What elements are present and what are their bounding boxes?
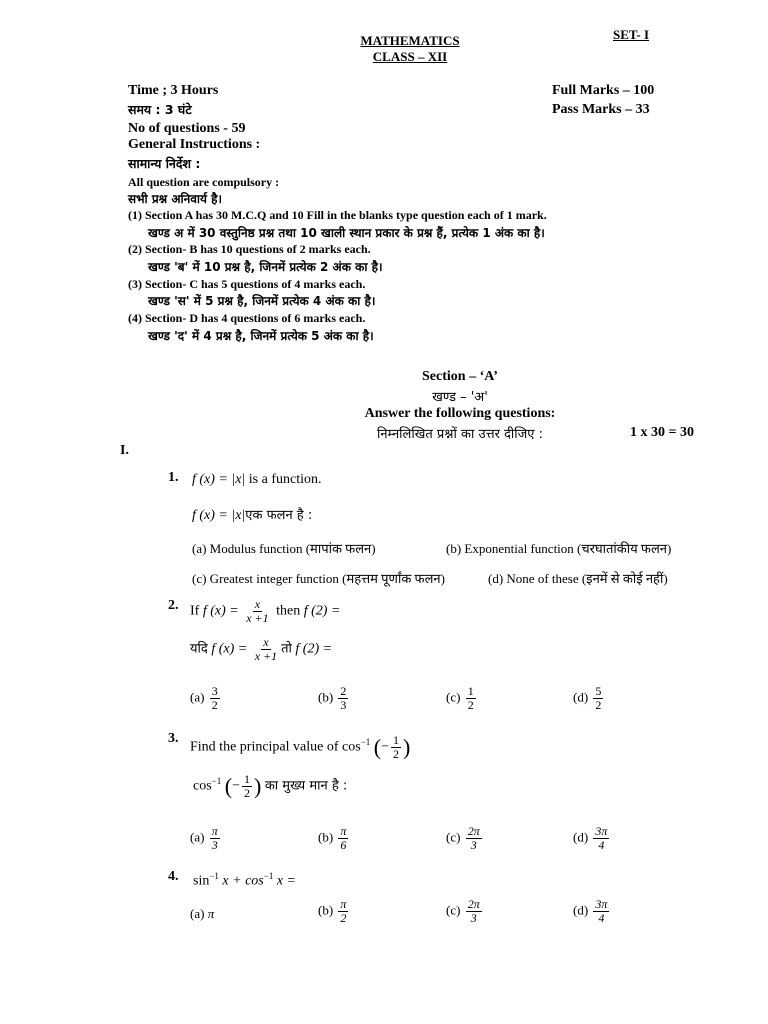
q3-option-c-den: 3	[470, 838, 477, 852]
q3-text-hi: का मुख्य मान है :	[264, 778, 348, 794]
q4-sin: sin	[193, 873, 210, 889]
q3-option-d-value	[593, 825, 609, 852]
q1-text-hi: एक फलन है :	[245, 508, 313, 523]
q4-option-c-den: 3	[470, 911, 477, 925]
q3-inverse-hi: −1	[211, 776, 222, 787]
section-prompt-hi: निम्नलिखित प्रश्नों का उत्तर दीजिए :	[376, 427, 543, 442]
section-title: Section – ‘A’	[422, 369, 498, 384]
q4-option-d-value	[593, 898, 609, 925]
q2-option-b-num: 2	[340, 684, 347, 698]
q3-option-a-value	[210, 825, 220, 852]
q3-option-a-den: 3	[211, 838, 218, 852]
q3-cos: cos	[342, 739, 361, 755]
q3-stem-hi: $\cos^{-1}$ (− $\frac{1}{2}$ ) का मुख्य मान है :	[193, 772, 348, 800]
q4-stem	[193, 871, 296, 890]
q3-fraction-hi-num: 1	[243, 772, 250, 786]
q3-negative-hi: −	[232, 778, 240, 794]
q2-f2-hi: f (2) =	[295, 641, 333, 657]
q2-option-d-label: (d)	[573, 689, 589, 705]
q4-option-c-label: (c)	[446, 902, 461, 918]
q2-option-b-den: 3	[340, 698, 347, 712]
class-title: CLASS – XII	[372, 49, 448, 64]
q4-option-d-num: 3π	[595, 897, 608, 911]
q1-expression-hi: f (x) = |x|	[192, 508, 246, 523]
q2-option-d-value	[593, 685, 603, 712]
q2-option-a-value	[210, 685, 220, 712]
q3-option-b-label: (b)	[318, 829, 334, 845]
set-label: SET- I	[613, 27, 650, 42]
q3-option-c-label: (c)	[446, 829, 461, 845]
q2-fx: f (x) =	[202, 603, 239, 619]
instruction-4-hi: खण्ड 'द' में 4 प्रश्न है, जिनमें प्रत्येक 5 अंक का है।	[148, 329, 374, 343]
time-label-hi: समय : 3 घंटे	[128, 102, 192, 117]
q3-option-c-num: 2π	[467, 824, 480, 838]
q4-option-d-den: 4	[598, 911, 605, 925]
q2-fraction-hi	[253, 636, 279, 663]
q2-option-c[interactable]	[446, 685, 478, 712]
q4-option-c-num: 2π	[467, 897, 480, 911]
q3-option-c-value	[466, 825, 482, 852]
q2-fraction	[244, 598, 270, 625]
q2-option-c-den: 2	[467, 698, 474, 712]
q2-fraction-hi-den: x +1	[254, 649, 278, 663]
q4-option-a-label: (a)	[190, 906, 205, 921]
compulsory-note: All question are compulsory :	[128, 175, 280, 189]
q3-option-a-num: π	[211, 824, 218, 838]
q3-cos-hi: cos	[193, 778, 212, 794]
q2-option-d-den: 2	[595, 698, 602, 712]
q3-option-b[interactable]	[318, 825, 350, 852]
full-marks: Full Marks – 100	[552, 83, 655, 98]
q2-option-a-num: 3	[211, 684, 218, 698]
q1-number: 1.	[168, 470, 179, 485]
q4-option-a[interactable]	[190, 906, 214, 922]
q4-option-b-num: π	[340, 897, 347, 911]
q3-option-a[interactable]	[190, 825, 222, 852]
instruction-2-hi: खण्ड 'ब' में 10 प्रश्न है, जिनमें प्रत्येक 2 अंक का है।	[148, 260, 383, 274]
q4-equals: x =	[276, 873, 296, 889]
q4-option-a-value: π	[207, 906, 215, 921]
q2-f2: f (2) =	[303, 603, 341, 619]
q3-fraction	[391, 734, 401, 761]
q2-option-c-value	[466, 685, 476, 712]
q3-negative: −	[381, 739, 390, 755]
q2-option-a-den: 2	[211, 698, 218, 712]
q3-fraction-den: 2	[393, 747, 400, 761]
q1-stem	[192, 472, 322, 488]
q4-option-d[interactable]	[573, 898, 611, 925]
q2-stem-hi	[190, 636, 332, 663]
instruction-1-hi: खण्ड अ में 30 वस्तुनिष्ठ प्रश्न तथा 10 खाली स्थान प्रकार के प्रश्न हैं, प्रत्येक 1 अंक का है।	[148, 226, 545, 240]
q4-option-b-label: (b)	[318, 902, 334, 918]
q3-text: Find the principal value of	[190, 739, 339, 755]
q2-then-hi: तो	[281, 641, 292, 657]
q4-option-b-den: 2	[340, 911, 347, 925]
q2-option-a[interactable]	[190, 685, 222, 712]
q3-fraction-hi	[242, 773, 252, 800]
q1-option-a[interactable]: (a) Modulus function (मापांक फलन)	[192, 541, 376, 556]
q3-option-b-value	[338, 825, 348, 852]
q3-option-c[interactable]	[446, 825, 484, 852]
q4-option-b-value	[338, 898, 348, 925]
q2-then: then	[276, 603, 301, 619]
q1-text: is a function.	[248, 472, 322, 487]
q3-option-d[interactable]	[573, 825, 611, 852]
time-label: Time ; 3 Hours	[128, 83, 219, 98]
q3-option-d-num: 3π	[595, 824, 608, 838]
q2-fraction-hi-num: x	[263, 635, 269, 649]
q2-fraction-num: x	[254, 597, 261, 611]
q4-option-c-value	[466, 898, 482, 925]
q1-option-d[interactable]: (d) None of these (इनमें से कोई नहीं)	[488, 571, 668, 586]
q2-stem	[190, 598, 340, 625]
q4-option-c[interactable]	[446, 898, 484, 925]
q2-option-c-label: (c)	[446, 689, 461, 705]
q3-fraction-hi-den: 2	[243, 786, 250, 800]
instruction-1: (1) Section A has 30 M.C.Q and 10 Fill in the blanks type question each of 1 mark.	[128, 208, 547, 222]
q2-if: If	[190, 603, 200, 619]
q1-option-b[interactable]: (b) Exponential function (चरघातांकीय फलन)	[446, 541, 672, 556]
q3-stem: Find the principal value of $\cos^{-1}$ (− $\frac{1}{2}$ )	[190, 733, 411, 761]
q2-fraction-den: x +1	[246, 611, 269, 625]
q1-expression: f (x) = |x|	[192, 472, 246, 487]
q3-option-b-num: π	[340, 824, 347, 838]
q3-option-b-den: 6	[340, 838, 347, 852]
num-questions: No of questions - 59	[128, 121, 246, 136]
q4-option-b[interactable]	[318, 898, 350, 925]
q3-option-d-label: (d)	[573, 829, 589, 845]
q3-option-d-den: 4	[598, 838, 605, 852]
section-title-hi: खण्ड – 'अ'	[432, 390, 488, 405]
q2-number: 2.	[168, 598, 179, 613]
q2-option-b-label: (b)	[318, 689, 334, 705]
q1-stem-hi	[192, 505, 312, 524]
q2-option-d[interactable]	[573, 685, 605, 712]
q2-option-b-value	[338, 685, 348, 712]
q2-fx-hi: f (x) =	[211, 641, 248, 657]
instruction-2: (2) Section- B has 10 questions of 2 marks each.	[128, 242, 371, 256]
q2-option-c-num: 1	[467, 684, 474, 698]
q2-option-a-label: (a)	[190, 689, 205, 705]
q3-option-a-label: (a)	[190, 829, 205, 845]
q4-cos-inverse: −1	[263, 871, 274, 881]
q4-cos: x + cos	[222, 873, 264, 889]
q4-number: 4.	[168, 869, 179, 884]
pass-marks: Pass Marks – 33	[552, 102, 650, 117]
section-marks: 1 x 30 = 30	[630, 425, 694, 440]
q2-if-hi: यदि	[190, 641, 208, 657]
q2-option-d-num: 5	[595, 684, 602, 698]
q2-option-b[interactable]	[318, 685, 350, 712]
q4-option-d-label: (d)	[573, 902, 589, 918]
general-instructions-heading-hi: सामान्य निर्देश :	[128, 156, 201, 171]
q1-option-c[interactable]: (c) Greatest integer function (महत्तम पूर्णांक फलन)	[192, 571, 445, 586]
general-instructions-heading: General Instructions :	[128, 137, 261, 152]
compulsory-note-hi: सभी प्रश्न अनिवार्य है।	[128, 192, 223, 206]
q4-sin-inverse: −1	[209, 871, 219, 881]
q3-fraction-num: 1	[393, 733, 400, 747]
q3-inverse: −1	[360, 737, 371, 748]
instruction-3: (3) Section- C has 5 questions of 4 marks each.	[128, 277, 366, 291]
q3-number: 3.	[168, 731, 179, 746]
instruction-4: (4) Section- D has 4 questions of 6 marks each.	[128, 311, 366, 325]
subject-title: MATHEMATICS	[360, 33, 460, 48]
instruction-3-hi: खण्ड 'स' में 5 प्रश्न है, जिनमें प्रत्येक 4 अंक का है।	[148, 294, 376, 308]
section-prompt: Answer the following questions:	[364, 406, 556, 421]
section-roman-numeral: I.	[120, 443, 129, 458]
